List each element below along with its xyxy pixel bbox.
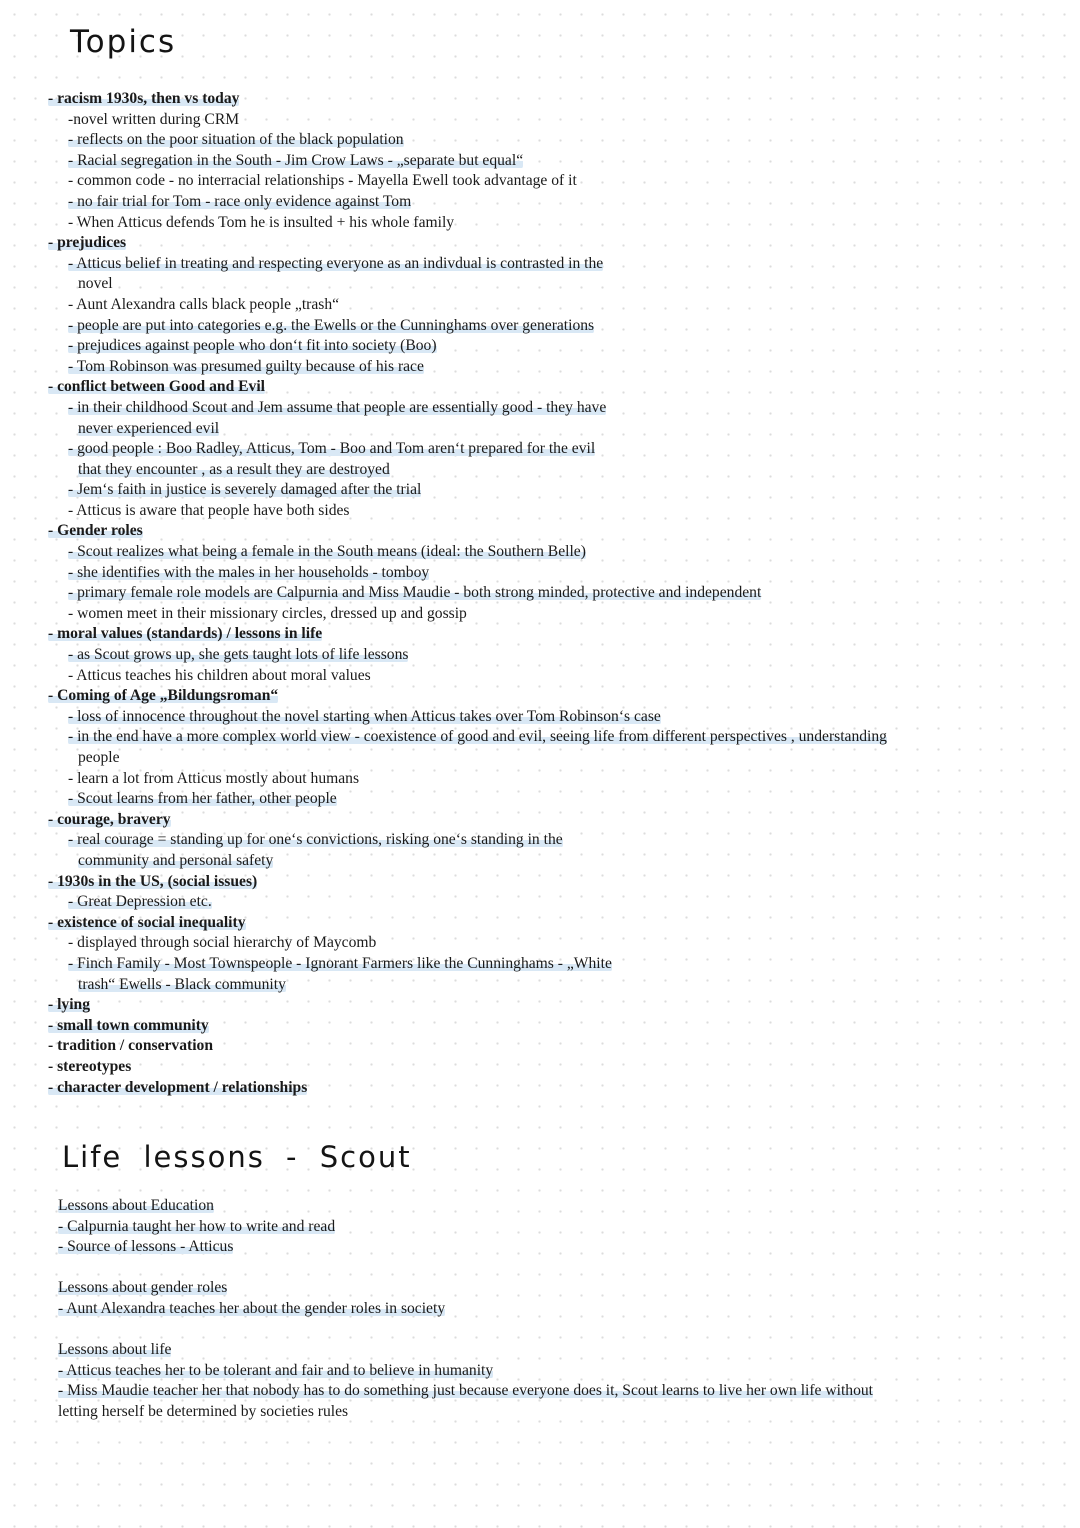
- lesson-item: - Source of lessons - Atticus: [58, 1238, 234, 1256]
- topics-list: [48, 89, 1048, 1098]
- topic-heading-moral: - moral values (standards) / lessons in life: [48, 625, 323, 643]
- topic-item: - in the end have a more complex world view - coexistence of good and evil, seeing life from different perspectives , understanding: [68, 728, 887, 746]
- lesson-heading-gender: Lessons about gender roles: [58, 1279, 228, 1297]
- topic-item: - Atticus belief in treating and respecting everyone as an indivdual is contrasted in the: [68, 254, 604, 272]
- topic-item: - Racial segregation in the South - Jim Crow Laws - „separate but equal“: [68, 151, 524, 169]
- topic-heading-lying: - lying: [48, 996, 91, 1014]
- topic-item: - prejudices against people who don‘t fit into society (Boo): [68, 337, 437, 355]
- topic-heading-small-town: - small town community: [48, 1016, 209, 1034]
- spacer: [58, 1320, 1058, 1341]
- topic-item: - displayed through social hierarchy of Maycomb: [68, 934, 377, 952]
- topic-item: - loss of innocence throughout the novel starting when Atticus takes over Tom Robinson‘s case: [68, 707, 661, 725]
- topic-item: novel: [78, 275, 113, 293]
- topic-item: -novel written during CRM: [68, 110, 240, 128]
- topic-heading-1930s: - 1930s in the US, (social issues): [48, 872, 258, 890]
- topic-heading-good-evil: - conflict between Good and Evil: [48, 378, 266, 396]
- topic-item: - people are put into categories e.g. the Ewells or the Cunninghams over generations: [68, 316, 595, 334]
- topic-item: never experienced evil: [78, 419, 220, 437]
- topic-item: - Finch Family - Most Townspeople - Ignorant Farmers like the Cunninghams - „White: [68, 954, 612, 972]
- topic-heading-inequality: - existence of social inequality: [48, 913, 246, 931]
- topic-item: - learn a lot from Atticus mostly about humans: [68, 769, 360, 787]
- topic-item: - Aunt Alexandra calls black people „trash“: [68, 295, 340, 313]
- topic-item: - Scout realizes what being a female in the South means (ideal: the Southern Belle): [68, 543, 586, 561]
- topic-heading-stereotypes: - stereotypes: [48, 1057, 132, 1075]
- topic-heading-character: - character development / relationships: [48, 1078, 308, 1096]
- topic-item: - reflects on the poor situation of the black population: [68, 131, 404, 149]
- topic-item: - Jem‘s faith in justice is severely damaged after the trial: [68, 481, 422, 499]
- topic-heading-tradition: - tradition / conservation: [48, 1037, 214, 1055]
- topic-heading-courage: - courage, bravery: [48, 810, 171, 828]
- topic-heading-coming-of-age: - Coming of Age „Bildungsroman“: [48, 687, 279, 705]
- topic-item: - Scout learns from her father, other people: [68, 790, 337, 808]
- topic-item: - Great Depression etc.: [68, 893, 212, 911]
- lesson-item: - Calpurnia taught her how to write and read: [58, 1217, 336, 1235]
- topic-item: - common code - no interracial relationships - Mayella Ewell took advantage of it: [68, 172, 577, 190]
- topic-item: that they encounter , as a result they are destroyed: [78, 460, 390, 478]
- topic-heading-racism: - racism 1930s, then vs today: [48, 90, 240, 107]
- topics-title: Topics: [70, 24, 177, 60]
- topic-heading-gender: - Gender roles: [48, 522, 143, 540]
- topic-item: - women meet in their missionary circles, dressed up and gossip: [68, 604, 467, 622]
- life-lessons-list: [58, 1196, 1058, 1423]
- life-lessons-title: Life lessons - Scout: [62, 1140, 412, 1174]
- topic-item: - real courage = standing up for one‘s convictions, risking one‘s standing in the: [68, 831, 563, 849]
- lesson-item: - Miss Maudie teacher her that nobody has to do something just because everyone does it, Scout learns to live her own life without: [58, 1382, 874, 1400]
- topic-item: - Tom Robinson was presumed guilty because of his race: [68, 357, 424, 375]
- spacer: [58, 1258, 1058, 1279]
- topic-item: people: [78, 749, 120, 766]
- topic-heading-prejudices: - prejudices: [48, 234, 127, 252]
- topic-item: - as Scout grows up, she gets taught lots of life lessons: [68, 646, 409, 664]
- topic-item: - in their childhood Scout and Jem assume that people are essentially good - they have: [68, 398, 607, 416]
- topic-item: trash“ Ewells - Black community: [78, 975, 286, 993]
- lesson-item: letting herself be determined by societies rules: [58, 1402, 349, 1420]
- lesson-heading-life: Lessons about life: [58, 1341, 172, 1359]
- lesson-heading-education: Lessons about Education: [58, 1197, 214, 1214]
- topic-item: - Atticus is aware that people have both sides: [68, 501, 350, 519]
- topic-item: - good people : Boo Radley, Atticus, Tom - Boo and Tom aren‘t prepared for the evil: [68, 440, 596, 458]
- topic-item: - she identifies with the males in her households - tomboy: [68, 563, 430, 581]
- topic-item: - Atticus teaches his children about moral values: [68, 666, 371, 684]
- topic-item: - When Atticus defends Tom he is insulted + his whole family: [68, 213, 455, 231]
- topic-item: - no fair trial for Tom - race only evidence against Tom: [68, 192, 412, 210]
- topic-item: - primary female role models are Calpurnia and Miss Maudie - both strong minded, protective and independent: [68, 584, 762, 602]
- lesson-item: - Aunt Alexandra teaches her about the gender roles in society: [58, 1299, 446, 1317]
- topic-item: community and personal safety: [78, 851, 274, 869]
- lesson-item: - Atticus teaches her to be tolerant and fair and to believe in humanity: [58, 1361, 494, 1379]
